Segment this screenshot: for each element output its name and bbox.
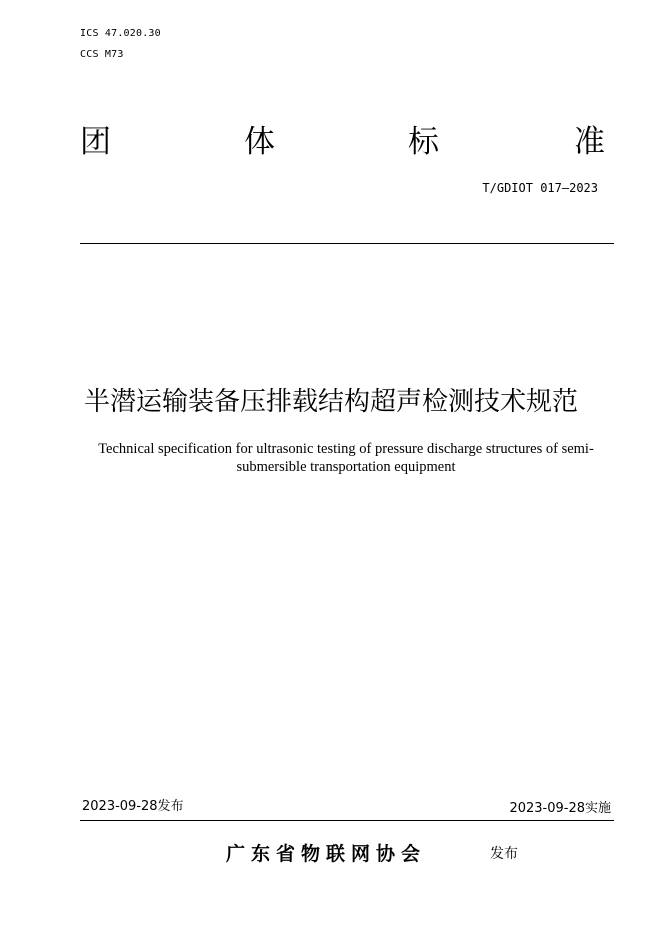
publisher-action: 发布: [490, 846, 518, 862]
ccs-code: CCS M73: [80, 49, 124, 60]
title-english: Technical specification for ultrasonic testing of pressure discharge structures of semi-submersible transportation equipment: [98, 441, 594, 475]
standard-type-char-3: 标: [408, 124, 439, 160]
standard-number: T/GDIOT 017—2023: [482, 181, 598, 195]
publisher-name: 广东省物联网协会: [226, 843, 427, 865]
ics-code: ICS 47.020.30: [80, 28, 161, 39]
bottom-divider: [80, 820, 614, 821]
publish-date: 2023-09-28发布: [82, 799, 184, 814]
top-divider: [80, 243, 614, 244]
standard-type-char-1: 团: [80, 124, 111, 160]
standard-type-char-4: 准: [574, 124, 605, 160]
effective-date: 2023-09-28实施: [509, 801, 611, 816]
title-chinese: 半潜运输装备压排载结构超声检测技术规范: [83, 387, 578, 417]
standard-type-char-2: 体: [244, 124, 275, 160]
